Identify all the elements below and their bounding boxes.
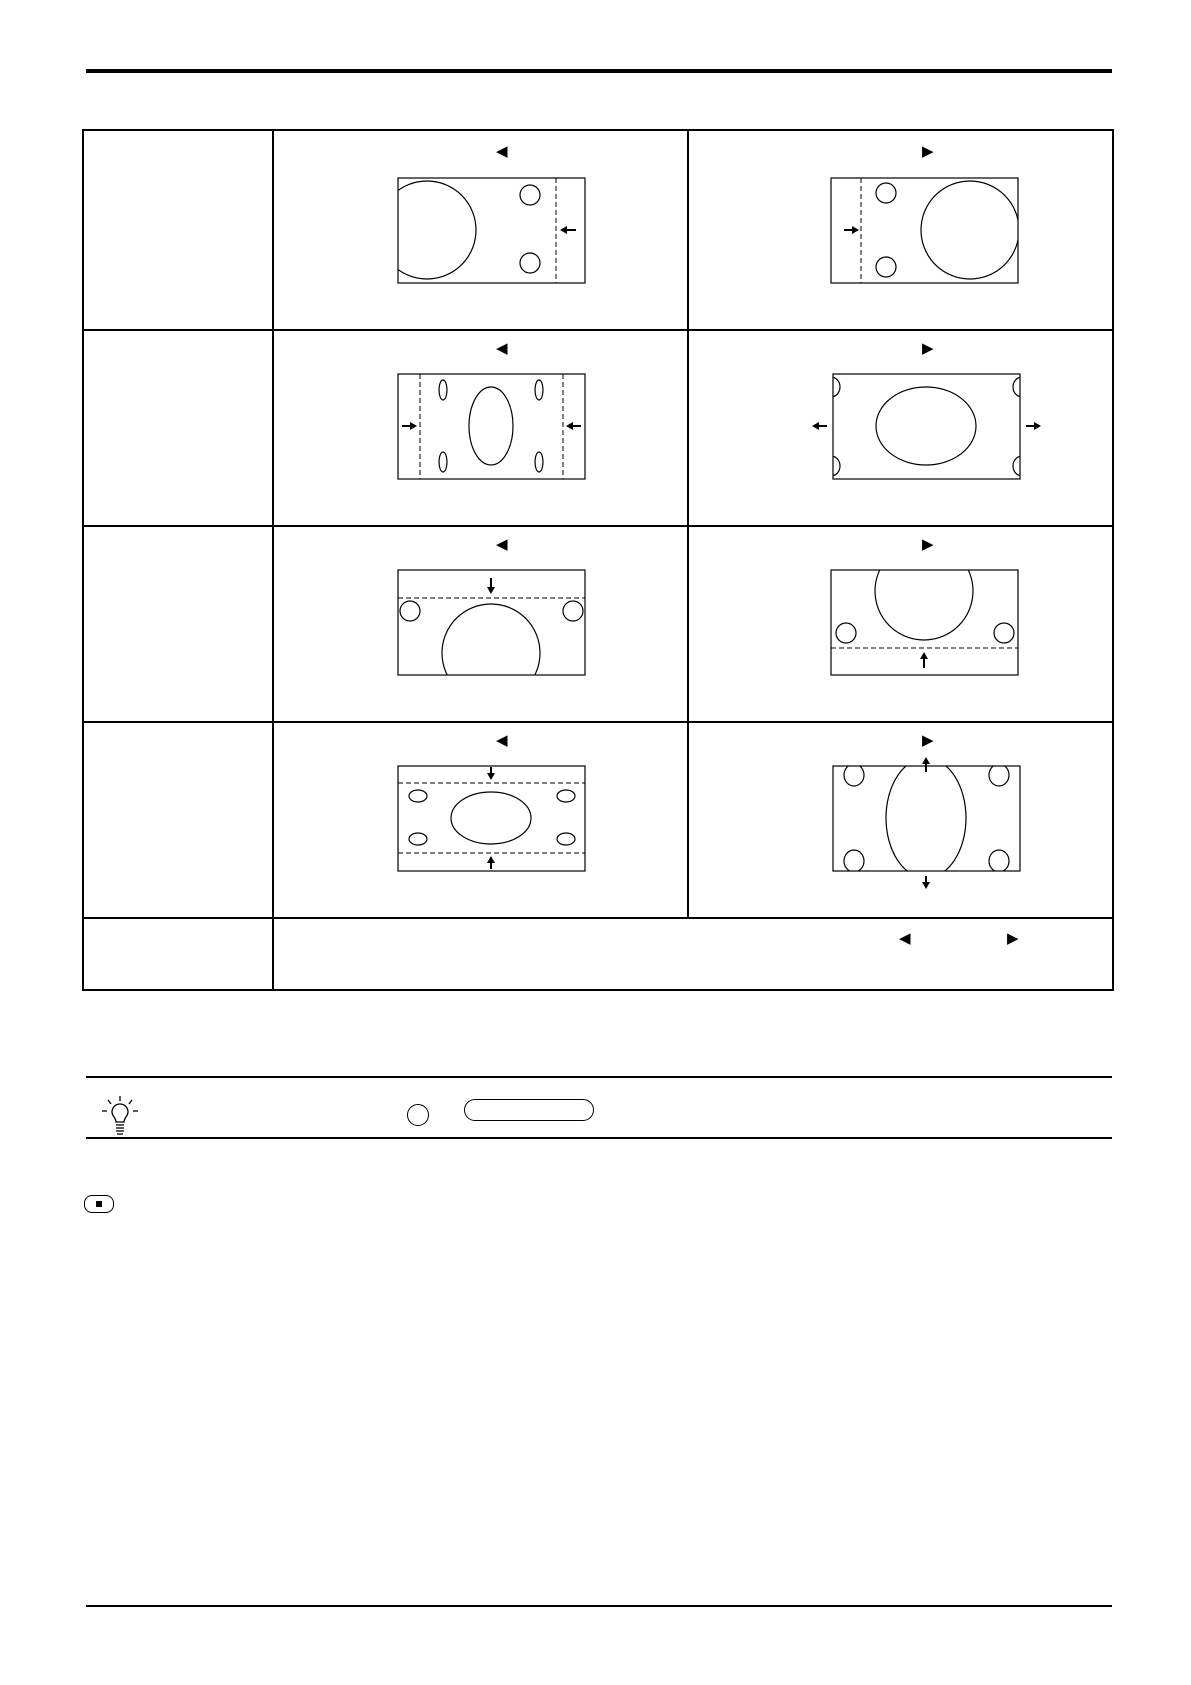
right-arrow-icon: ▶ <box>922 340 934 357</box>
figure-shift-right <box>811 175 1051 313</box>
figure-shift-up <box>811 567 1051 705</box>
figure-shift-down <box>384 567 624 705</box>
left-arrow-icon: ◀ <box>496 536 508 553</box>
figure-compress-vertical <box>384 763 624 901</box>
row-divider <box>84 525 1112 527</box>
right-arrow-icon: ▶ <box>1007 930 1019 947</box>
oval-button-icon <box>464 1099 594 1121</box>
footer-rule <box>86 1605 1112 1607</box>
figure-expand-vertical <box>811 763 1051 901</box>
column-divider <box>687 131 689 919</box>
row-divider <box>84 917 1112 919</box>
adjustment-table <box>82 129 1114 991</box>
right-arrow-icon: ▶ <box>922 143 934 160</box>
tip-top-rule <box>86 1076 1112 1078</box>
row-divider <box>84 329 1112 331</box>
stop-button-icon <box>84 1195 114 1213</box>
row-divider <box>84 721 1112 723</box>
column-divider <box>272 131 274 989</box>
lightbulb-icon <box>98 1094 142 1138</box>
left-arrow-icon: ◀ <box>899 930 911 947</box>
left-arrow-icon: ◀ <box>496 732 508 749</box>
tip-bottom-rule <box>86 1137 1112 1139</box>
figure-narrow-horizontal <box>384 371 624 509</box>
figure-shift-left <box>384 175 624 313</box>
up-arrow-icon <box>920 757 932 773</box>
right-arrow-icon: ▶ <box>922 732 934 749</box>
circle-button-icon <box>407 1104 429 1126</box>
figure-widen-horizontal <box>811 371 1051 509</box>
right-arrow-icon: ▶ <box>922 536 934 553</box>
left-arrow-icon: ◀ <box>496 143 508 160</box>
left-arrow-icon: ◀ <box>496 340 508 357</box>
header-rule <box>86 69 1112 73</box>
